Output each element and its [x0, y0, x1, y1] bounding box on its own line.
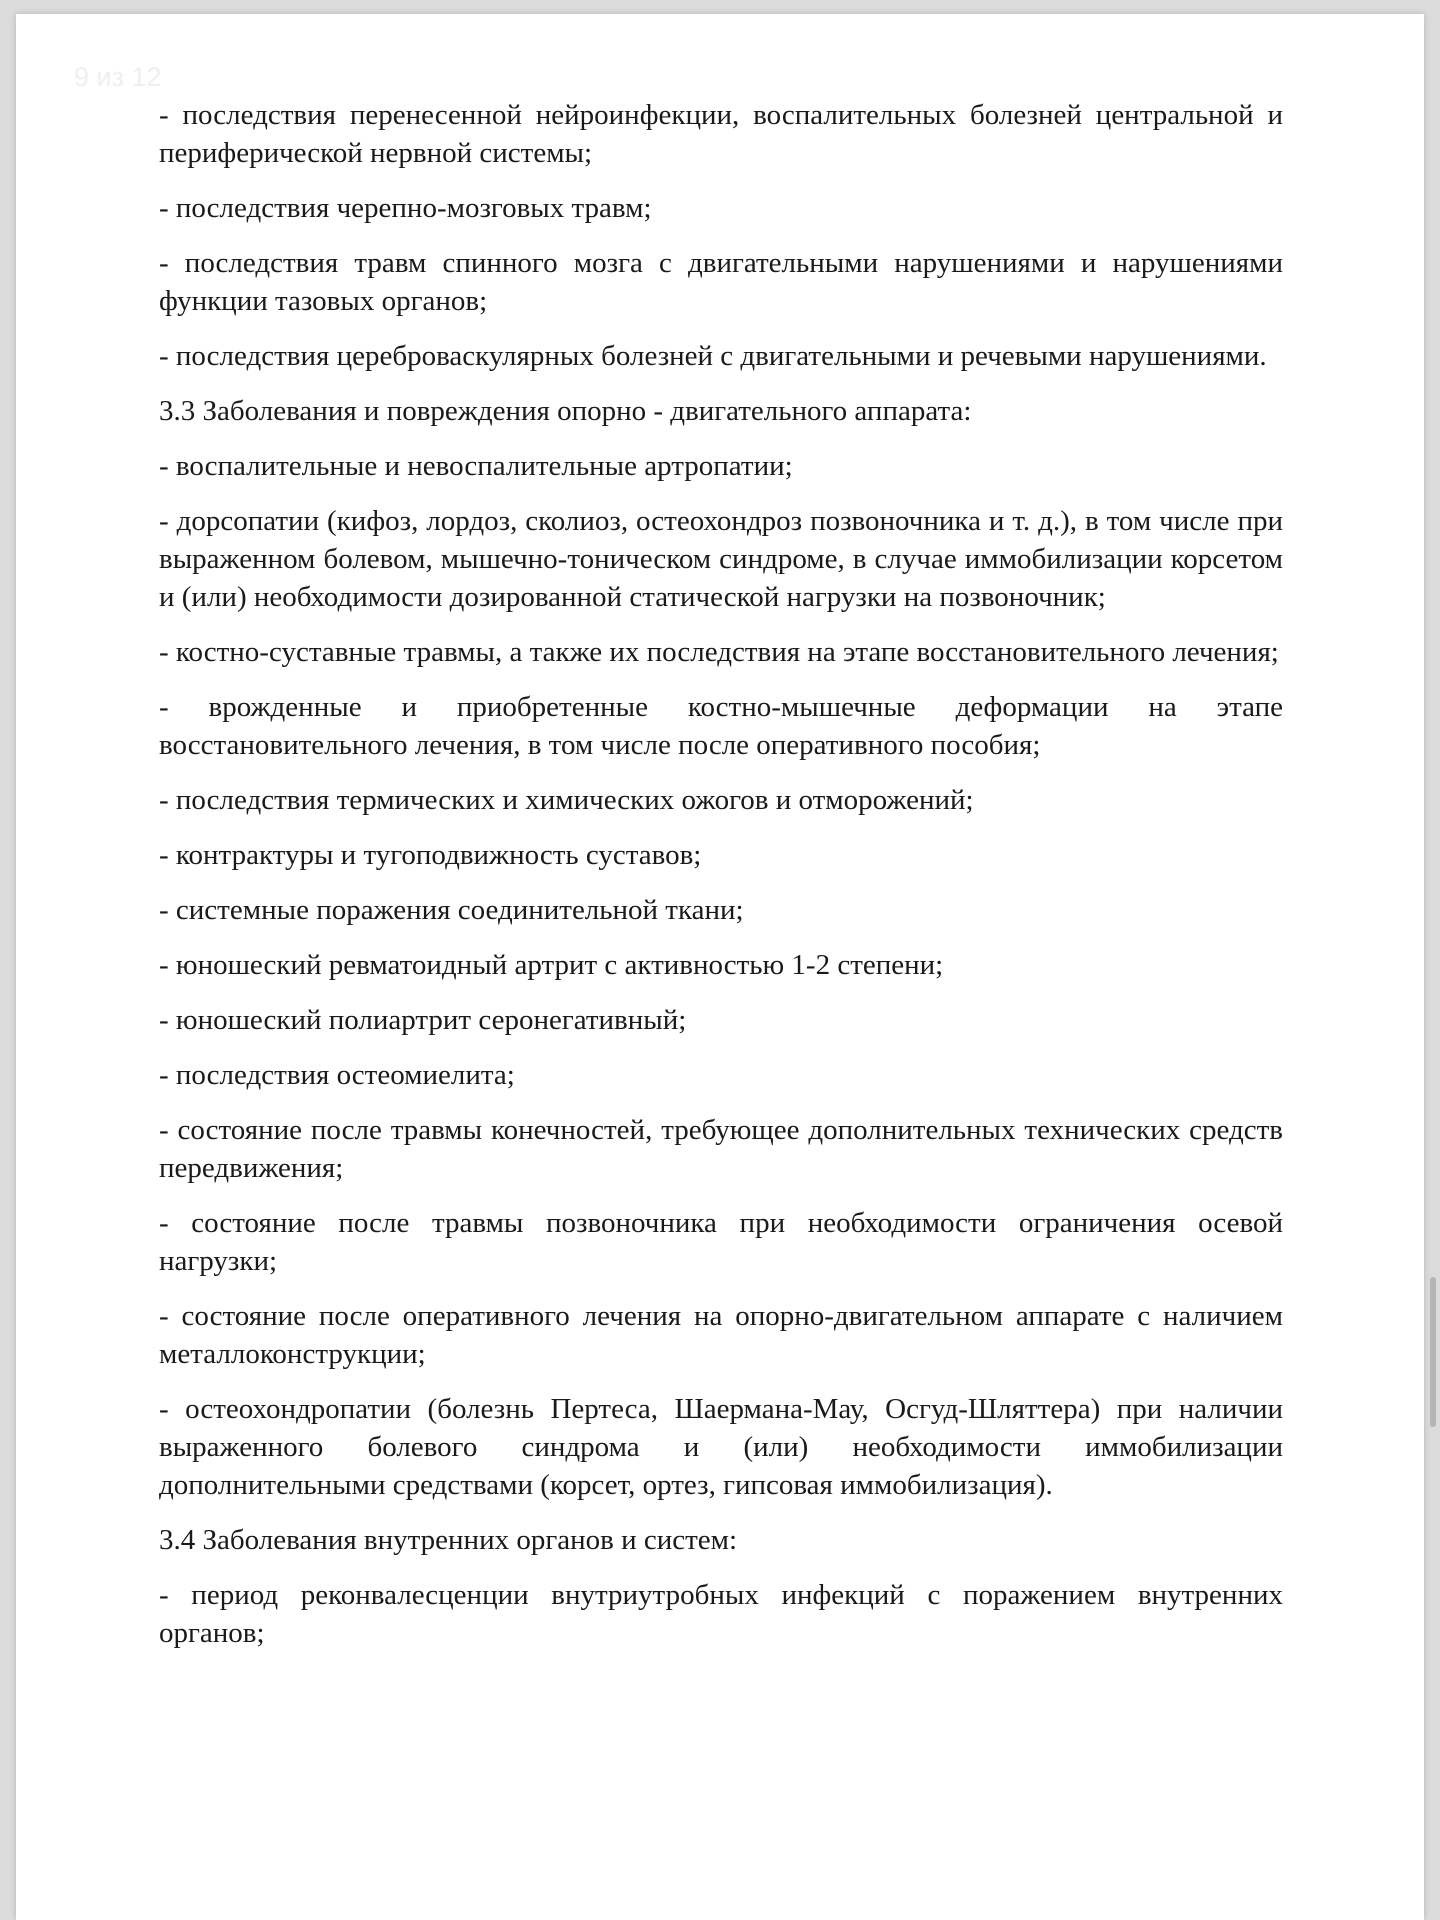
list-item: - юношеский полиартрит серонегативный; — [159, 1004, 687, 1036]
list-item: - период реконвалесценции внутриутробных инфекций с поражением внутренних органов; — [159, 1579, 1283, 1649]
section-heading: 3.4 Заболевания внутренних органов и систем: — [159, 1524, 738, 1556]
vertical-scrollbar[interactable] — [1430, 1277, 1436, 1427]
list-item: - юношеский ревматоидный артрит с активностью 1-2 степени; — [159, 949, 944, 981]
list-item: - последствия термических и химических ожогов и отморожений; — [159, 784, 974, 816]
list-item: - последствия черепно-мозговых травм; — [159, 192, 652, 224]
list-item: - состояние после травмы позвоночника при необходимости ограничения осевой нагрузки; — [159, 1207, 1283, 1277]
list-item: - воспалительные и невоспалительные артропатии; — [159, 450, 793, 482]
list-item: - последствия перенесенной нейроинфекции, воспалительных болезней центральной и периферической нервной системы; — [159, 99, 1283, 169]
list-item: - последствия травм спинного мозга с двигательными нарушениями и нарушениями функции тазовых органов; — [159, 247, 1283, 317]
page-indicator: 9 из 12 — [74, 62, 162, 92]
list-item: - врожденные и приобретенные костно-мышечные деформации на этапе восстановительного лечения, в том числе после оперативного пособия; — [159, 691, 1283, 761]
document-page — [16, 14, 1424, 1920]
list-item: - остеохондропатии (болезнь Пертеса, Шаермана-Мау, Осгуд-Шляттера) при наличии выраженного болевого синдрома и (или) необходимости иммобилизации дополнительными средствами (корсет, ортез, гипсовая иммобилизация). — [159, 1393, 1283, 1501]
list-item: - последствия остеомиелита; — [159, 1059, 515, 1091]
list-item: - дорсопатии (кифоз, лордоз, сколиоз, остеохондроз позвоночника и т. д.), в том числе при выраженном болевом, мышечно-тоническом синдроме, в случае иммобилизации корсетом и (или) необходимости дозированной статической нагрузки на позвоночник; — [159, 505, 1283, 613]
list-item: - костно-суставные травмы, а также их последствия на этапе восстановительного лечения; — [159, 636, 1279, 668]
list-item: - состояние после оперативного лечения на опорно-двигательном аппарате с наличием металлоконструкции; — [159, 1300, 1283, 1370]
page-content — [159, 96, 1283, 1669]
list-item: - последствия цереброваскулярных болезней с двигательными и речевыми нарушениями. — [159, 340, 1267, 372]
list-item: - состояние после травмы конечностей, требующее дополнительных технических средств передвижения; — [159, 1114, 1283, 1184]
list-item: - системные поражения соединительной ткани; — [159, 894, 744, 926]
section-heading: 3.3 Заболевания и повреждения опорно - двигательного аппарата: — [159, 395, 972, 427]
list-item: - контрактуры и тугоподвижность суставов; — [159, 839, 702, 871]
